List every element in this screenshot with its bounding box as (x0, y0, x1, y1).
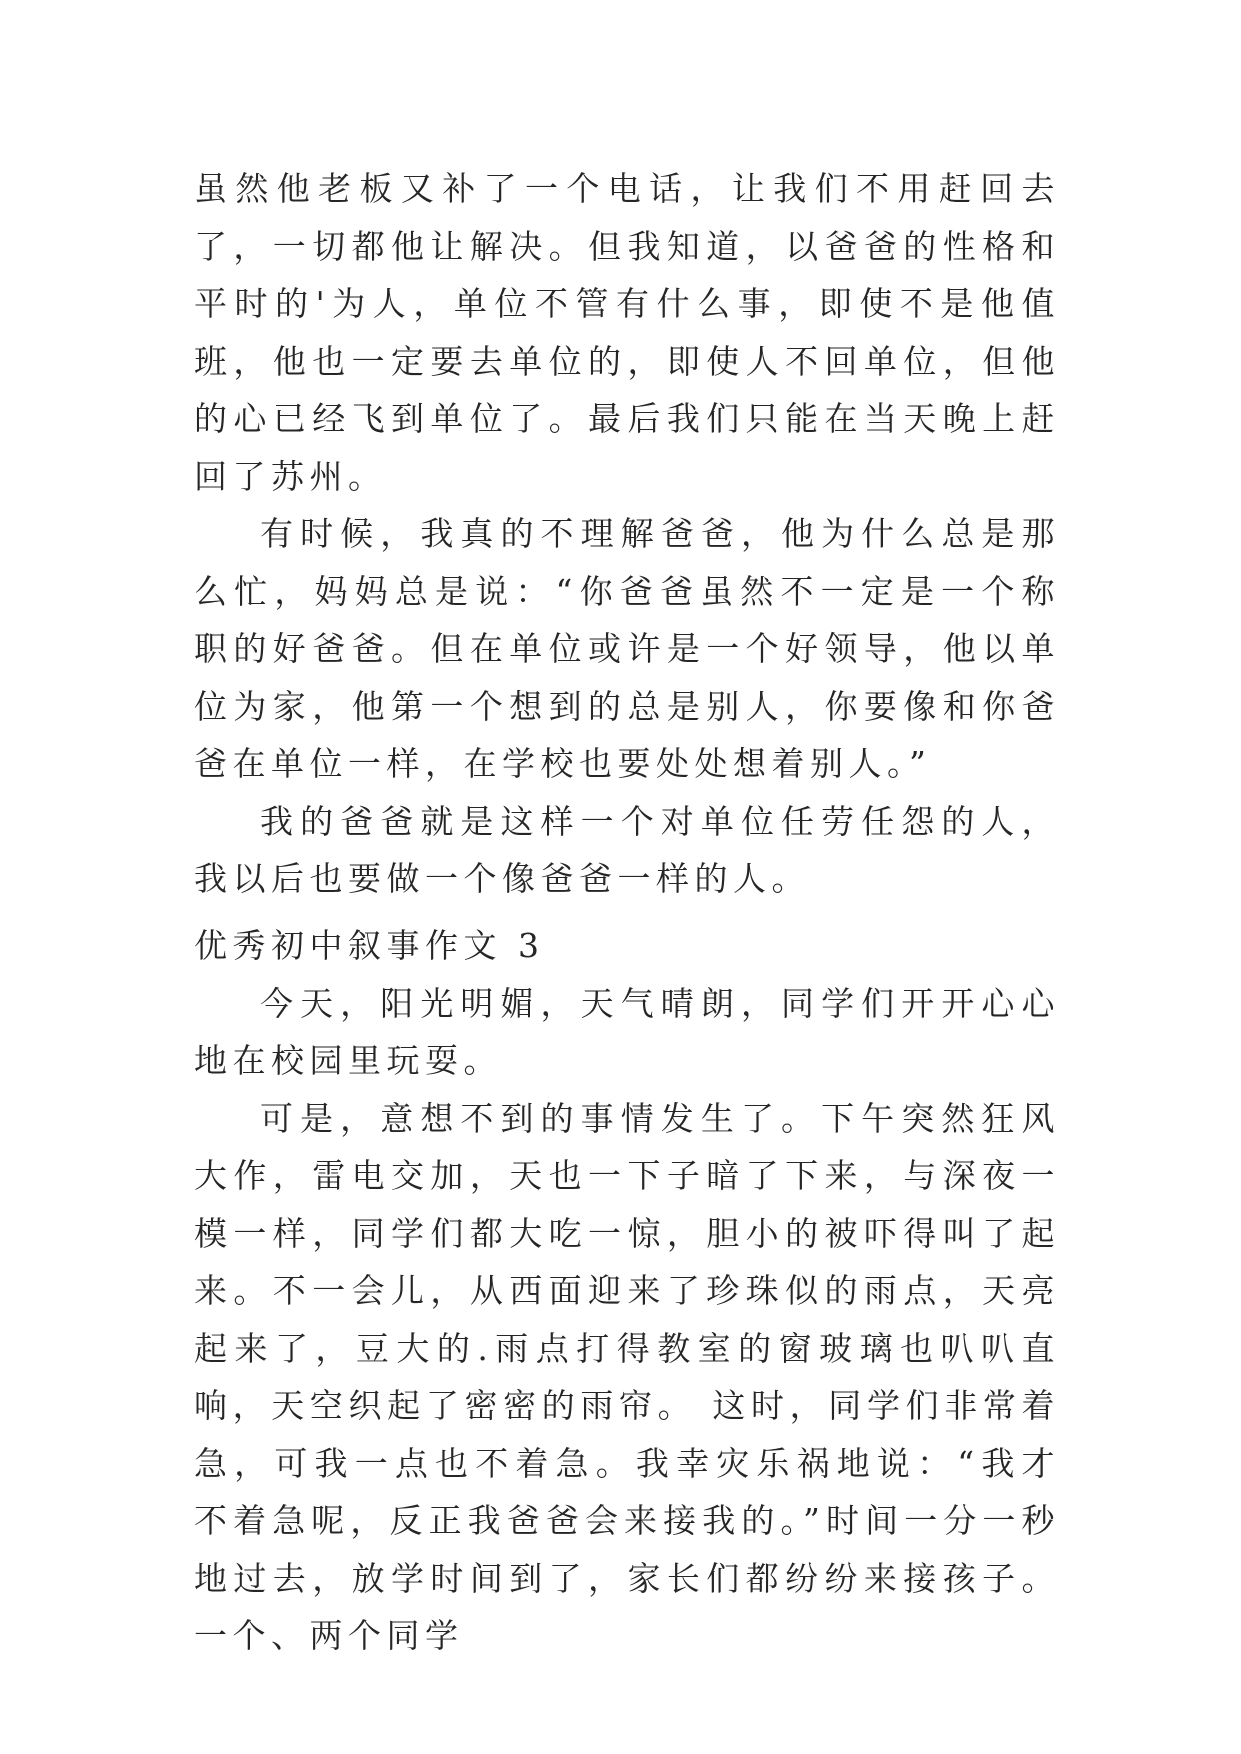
section-heading: 优秀初中叙事作文 3 (194, 926, 545, 965)
paragraph-mother-says: 有时候，我真的不理解爸爸，他为什么总是那么忙，妈妈总是说：“你爸爸虽然不一定是一个称职的好爸爸。但在单位或许是一个好领导，他以单位为家，他第一个想到的总是别人，你要像和你爸爸在单位一样，在学校也要处处想着别人。” (194, 514, 1060, 783)
paragraph-continued: 虽然他老板又补了一个电话，让我们不用赶回去了，一切都他让解决。但我知道，以爸爸的性格和平时的'为人，单位不管有什么事，即使不是他值班，他也一定要去单位的，即使人不回单位，但他的心已经飞到单位了。最后我们只能在当天晚上赶回了苏州。 (194, 169, 1060, 496)
text-block-upper (194, 160, 1060, 908)
paragraph-storm: 可是，意想不到的事情发生了。下午突然狂风大作，雷电交加，天也一下子暗了下来，与深夜一模一样，同学们都大吃一惊，胆小的被吓得叫了起来。不一会儿，从西面迎来了珍珠似的雨点，天亮起来了，豆大的.雨点打得教室的窗玻璃也叭叭直响，天空织起了密密的雨帘。 这时，同学们非常着急，可我一点也不着急。我幸灾乐祸地说：“我才不着急呢，反正我爸爸会来接我的。”时间一分一秒地过去，放学时间到了，家长们都纷纷来接孩子。 一个、两个同学 (194, 1098, 1060, 1655)
paragraph-conclusion: 我的爸爸就是这样一个对单位任劳任怨的人，我以后也要做一个像爸爸一样的人。 (194, 801, 1060, 898)
text-block-lower (194, 917, 1060, 1665)
paragraph-sunny-day: 今天，阳光明媚，天气晴朗，同学们开开心心地在校园里玩耍。 (194, 983, 1060, 1080)
